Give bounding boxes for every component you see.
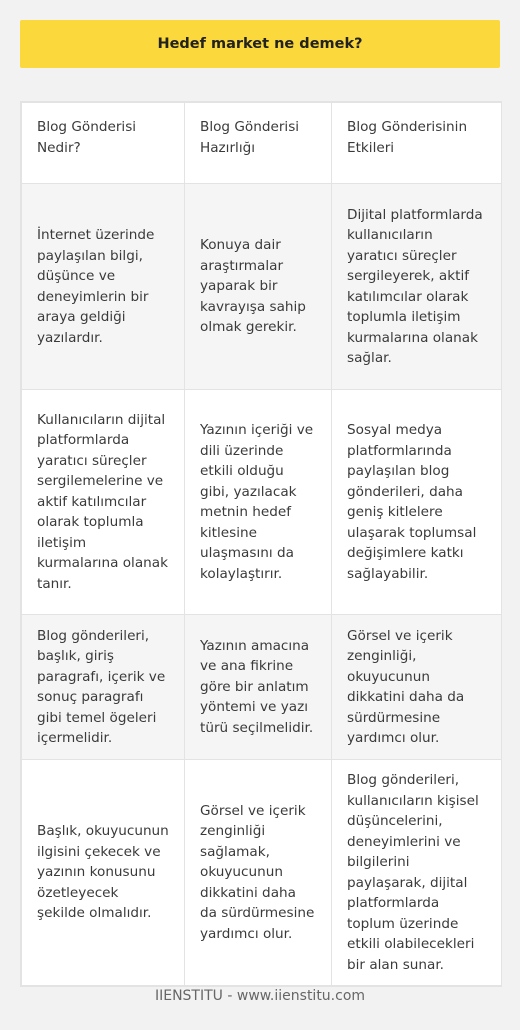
table-cell: Yazının amacına ve ana fikrine göre bir anlatım yöntemi ve yazı türü seçilmelidir. — [185, 615, 332, 760]
table-cell: Görsel ve içerik zenginliği sağlamak, okuyucunun dikkatini daha da sürdürmesine yardımcı olur. — [185, 760, 332, 986]
table-cell: Görsel ve içerik zenginliği, okuyucunun dikkatini daha da sürdürmesine yardımcı olur. — [332, 615, 502, 760]
content-table — [20, 101, 502, 987]
column-header: Blog Gönderisi Hazırlığı — [185, 103, 332, 184]
table-cell: Başlık, okuyucunun ilgisini çekecek ve yazının konusunu özetleyecek şekilde olmalıdır. — [22, 760, 185, 986]
table-row — [22, 760, 502, 986]
column-header: Blog Gönderisinin Etkileri — [332, 103, 502, 184]
table-cell: Yazının içeriği ve dili üzerinde etkili olduğu gibi, yazılacak metnin hedef kitlesine ulaşmasını da kolaylaştırır. — [185, 390, 332, 615]
table-cell: Kullanıcıların dijital platformlarda yaratıcı süreçler sergilemelerine ve aktif katılımcılar olarak toplumla iletişim kurmalarına olanak tanır. — [22, 390, 185, 615]
table-cell: Blog gönderileri, başlık, giriş paragrafı, içerik ve sonuç paragrafı gibi temel ögeleri içermelidir. — [22, 615, 185, 760]
table-cell: Dijital platformlarda kullanıcıların yaratıcı süreçler sergileyerek, aktif katılımcılar olarak toplumla iletişim kurmalarına olanak sağlar. — [332, 184, 502, 390]
table-row — [22, 390, 502, 615]
table-row — [22, 184, 502, 390]
table-cell: İnternet üzerinde paylaşılan bilgi, düşünce ve deneyimlerin bir araya geldiği yazılardır. — [22, 184, 185, 390]
column-header: Blog Gönderisi Nedir? — [22, 103, 185, 184]
table-cell: Blog gönderileri, kullanıcıların kişisel düşüncelerini, deneyimlerini ve bilgilerini paylaşarak, dijital platformlarda toplum üzerinde etkili olabilecekleri bir alan sunar. — [332, 760, 502, 986]
table-row — [22, 615, 502, 760]
table-header-row — [22, 103, 502, 184]
table-cell: Konuya dair araştırmalar yaparak bir kavrayışa sahip olmak gerekir. — [185, 184, 332, 390]
footer-credit: IIENSTITU - www.iienstitu.com — [154, 988, 366, 1004]
table-cell: Sosyal medya platformlarında paylaşılan blog gönderileri, daha geniş kitlelere ulaşarak toplumsal değişimlere katkı sağlayabilir. — [332, 390, 502, 615]
page-title: Hedef market ne demek? — [20, 20, 500, 68]
